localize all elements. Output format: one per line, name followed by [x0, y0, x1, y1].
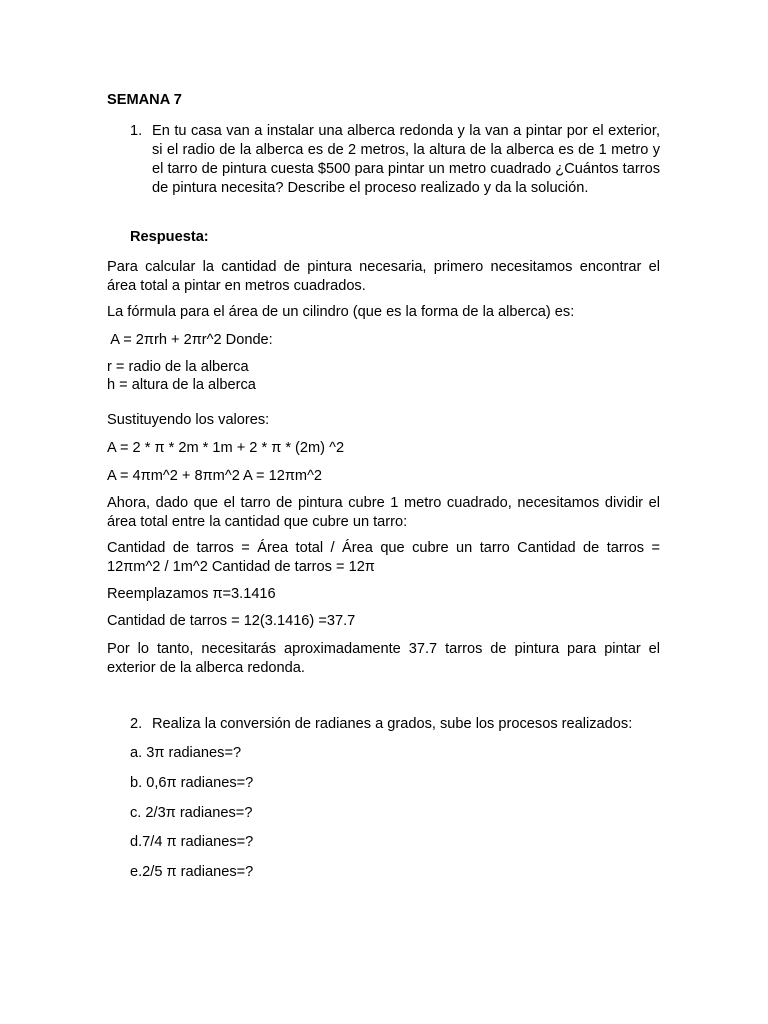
answer-paragraph-8: Cantidad de tarros = Área total / Área que cubre un tarro Cantidad de tarros = 12πm^2 / 1m^2 Cantidad de tarros = 12π: [107, 540, 660, 575]
answer-paragraph-1: Para calcular la cantidad de pintura necesaria, primero necesitamos encontrar el área total a pintar en metros cuadrados.: [107, 259, 660, 294]
conversion-item-c: c. 2/3π radianes=?: [130, 805, 253, 821]
question-2-text: Realiza la conversión de radianes a grados, sube los procesos realizados:: [152, 716, 633, 732]
answer-paragraph-10: Cantidad de tarros = 12(3.1416) =37.7: [107, 613, 356, 629]
definition-r: r = radio de la alberca: [107, 359, 249, 375]
conversion-item-e: e.2/5 π radianes=?: [130, 864, 254, 880]
question-1-text: En tu casa van a instalar una alberca redonda y la van a pintar por el exterior, si el radio de la alberca es de 2 metros, la altura de la alberca es de 1 metro y el tarro de pintura cuesta $500 para pintar un metro cuadrado ¿Cuántos tarros de pintura necesita? Describe el proceso realizado y da la solución.: [152, 123, 660, 196]
answer-paragraph-9: Reemplazamos π=3.1416: [107, 586, 276, 602]
conversion-item-b: b. 0,6π radianes=?: [130, 775, 254, 791]
answer-paragraph-7: Ahora, dado que el tarro de pintura cubre 1 metro cuadrado, necesitamos dividir el área total entre la cantidad que cubre un tarro:: [107, 495, 660, 530]
substitution-line: A = 2 * π * 2m * 1m + 2 * π * (2m) ^2: [107, 440, 345, 456]
formula-line: A = 2πrh + 2πr^2 Donde:: [107, 332, 273, 348]
page-title: SEMANA 7: [107, 92, 182, 108]
question-1-number: 1.: [130, 123, 143, 139]
area-result-line: A = 4πm^2 + 8πm^2 A = 12πm^2: [107, 468, 323, 484]
answer-paragraph-11: Por lo tanto, necesitarás aproximadamente 37.7 tarros de pintura para pintar el exterior de la alberca redonda.: [107, 641, 660, 676]
answer-heading: Respuesta:: [130, 229, 209, 245]
answer-paragraph-4: Sustituyendo los valores:: [107, 412, 270, 428]
definition-h: h = altura de la alberca: [107, 377, 256, 393]
conversion-item-d: d.7/4 π radianes=?: [130, 834, 254, 850]
question-2-number: 2.: [130, 716, 143, 732]
answer-paragraph-2: La fórmula para el área de un cilindro (que es la forma de la alberca) es:: [107, 304, 575, 320]
conversion-item-a: a. 3π radianes=?: [130, 745, 242, 761]
